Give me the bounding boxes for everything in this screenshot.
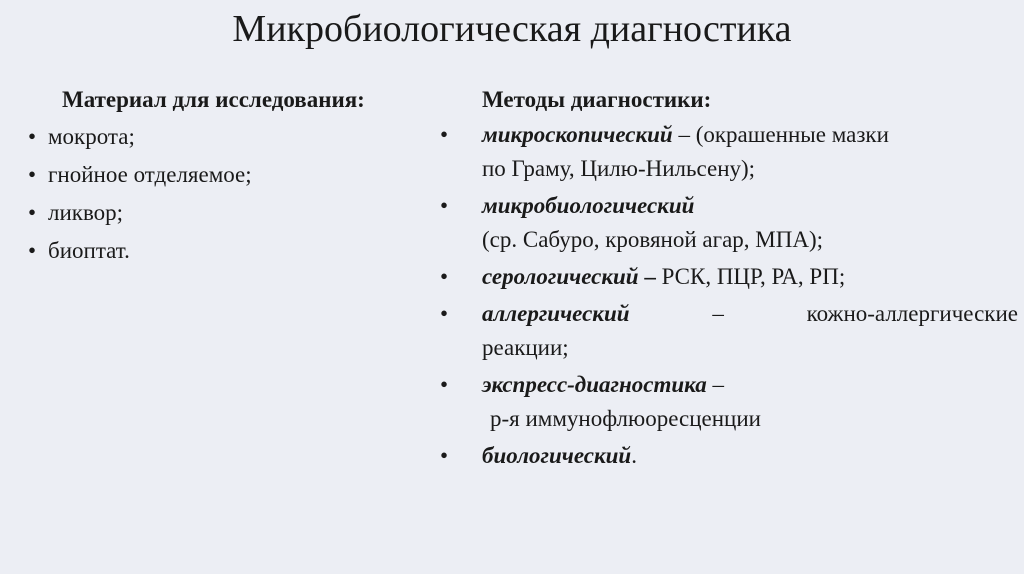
list-item [28,232,468,270]
methods-list [436,118,1020,473]
method-item-express [436,368,1020,436]
method-desc: . [631,443,637,468]
bullet-icon: • [28,124,37,149]
material-heading: Материал для исследования: [62,87,365,112]
justified-line [482,297,1018,331]
method-name: микроскопический [482,122,673,147]
bullet-icon: • [28,200,37,225]
method-desc-line2: р-я иммунофлюоресценции [490,406,761,431]
method-item-biological [436,439,1020,473]
bullet-icon: • [440,264,449,289]
method-desc: кожно-аллергические [806,301,1018,326]
bullet-icon: • [440,372,449,397]
bullet-icon: • [440,193,449,218]
method-dash: – [638,264,656,289]
material-column [28,84,468,270]
method-desc: – (окрашенные мазки [672,122,889,147]
method-desc: – [706,372,724,397]
method-name: микробиологический [482,193,695,218]
method-item-serological [436,260,1020,294]
material-item-text: ликвор; [48,200,124,225]
bullet-icon: • [28,238,37,263]
method-dash: – [712,301,724,326]
method-desc: РСК, ПЦР, РА, РП; [655,264,846,289]
method-item-microbiological [436,189,1020,257]
material-list [28,118,468,270]
method-desc-line2: по Граму, Цилю-Нильсену); [482,156,756,181]
methods-column [436,84,1020,476]
method-name: аллергический [482,301,630,326]
list-item [28,194,468,232]
method-desc-line2: (ср. Сабуро, кровяной агар, МПА); [482,227,823,252]
bullet-icon: • [440,443,449,468]
material-item-text: мокрота; [48,124,135,149]
list-item [28,118,468,156]
slide-title: Микробиологическая диагностика [232,8,792,50]
method-name: экспресс-диагностика [482,372,707,397]
bullet-icon: • [28,162,37,187]
material-item-text: гнойное отделяемое; [48,162,252,187]
method-name: серологический [482,264,639,289]
list-item [28,156,468,194]
bullet-icon: • [440,122,449,147]
bullet-icon: • [440,301,449,326]
method-item-allergic [436,297,1020,365]
material-item-text: биоптат. [48,238,130,263]
methods-heading: Методы диагностики: [482,87,712,112]
method-name: биологический [482,443,632,468]
method-desc-line2: реакции; [482,335,569,360]
method-item-microscopic [436,118,1020,186]
